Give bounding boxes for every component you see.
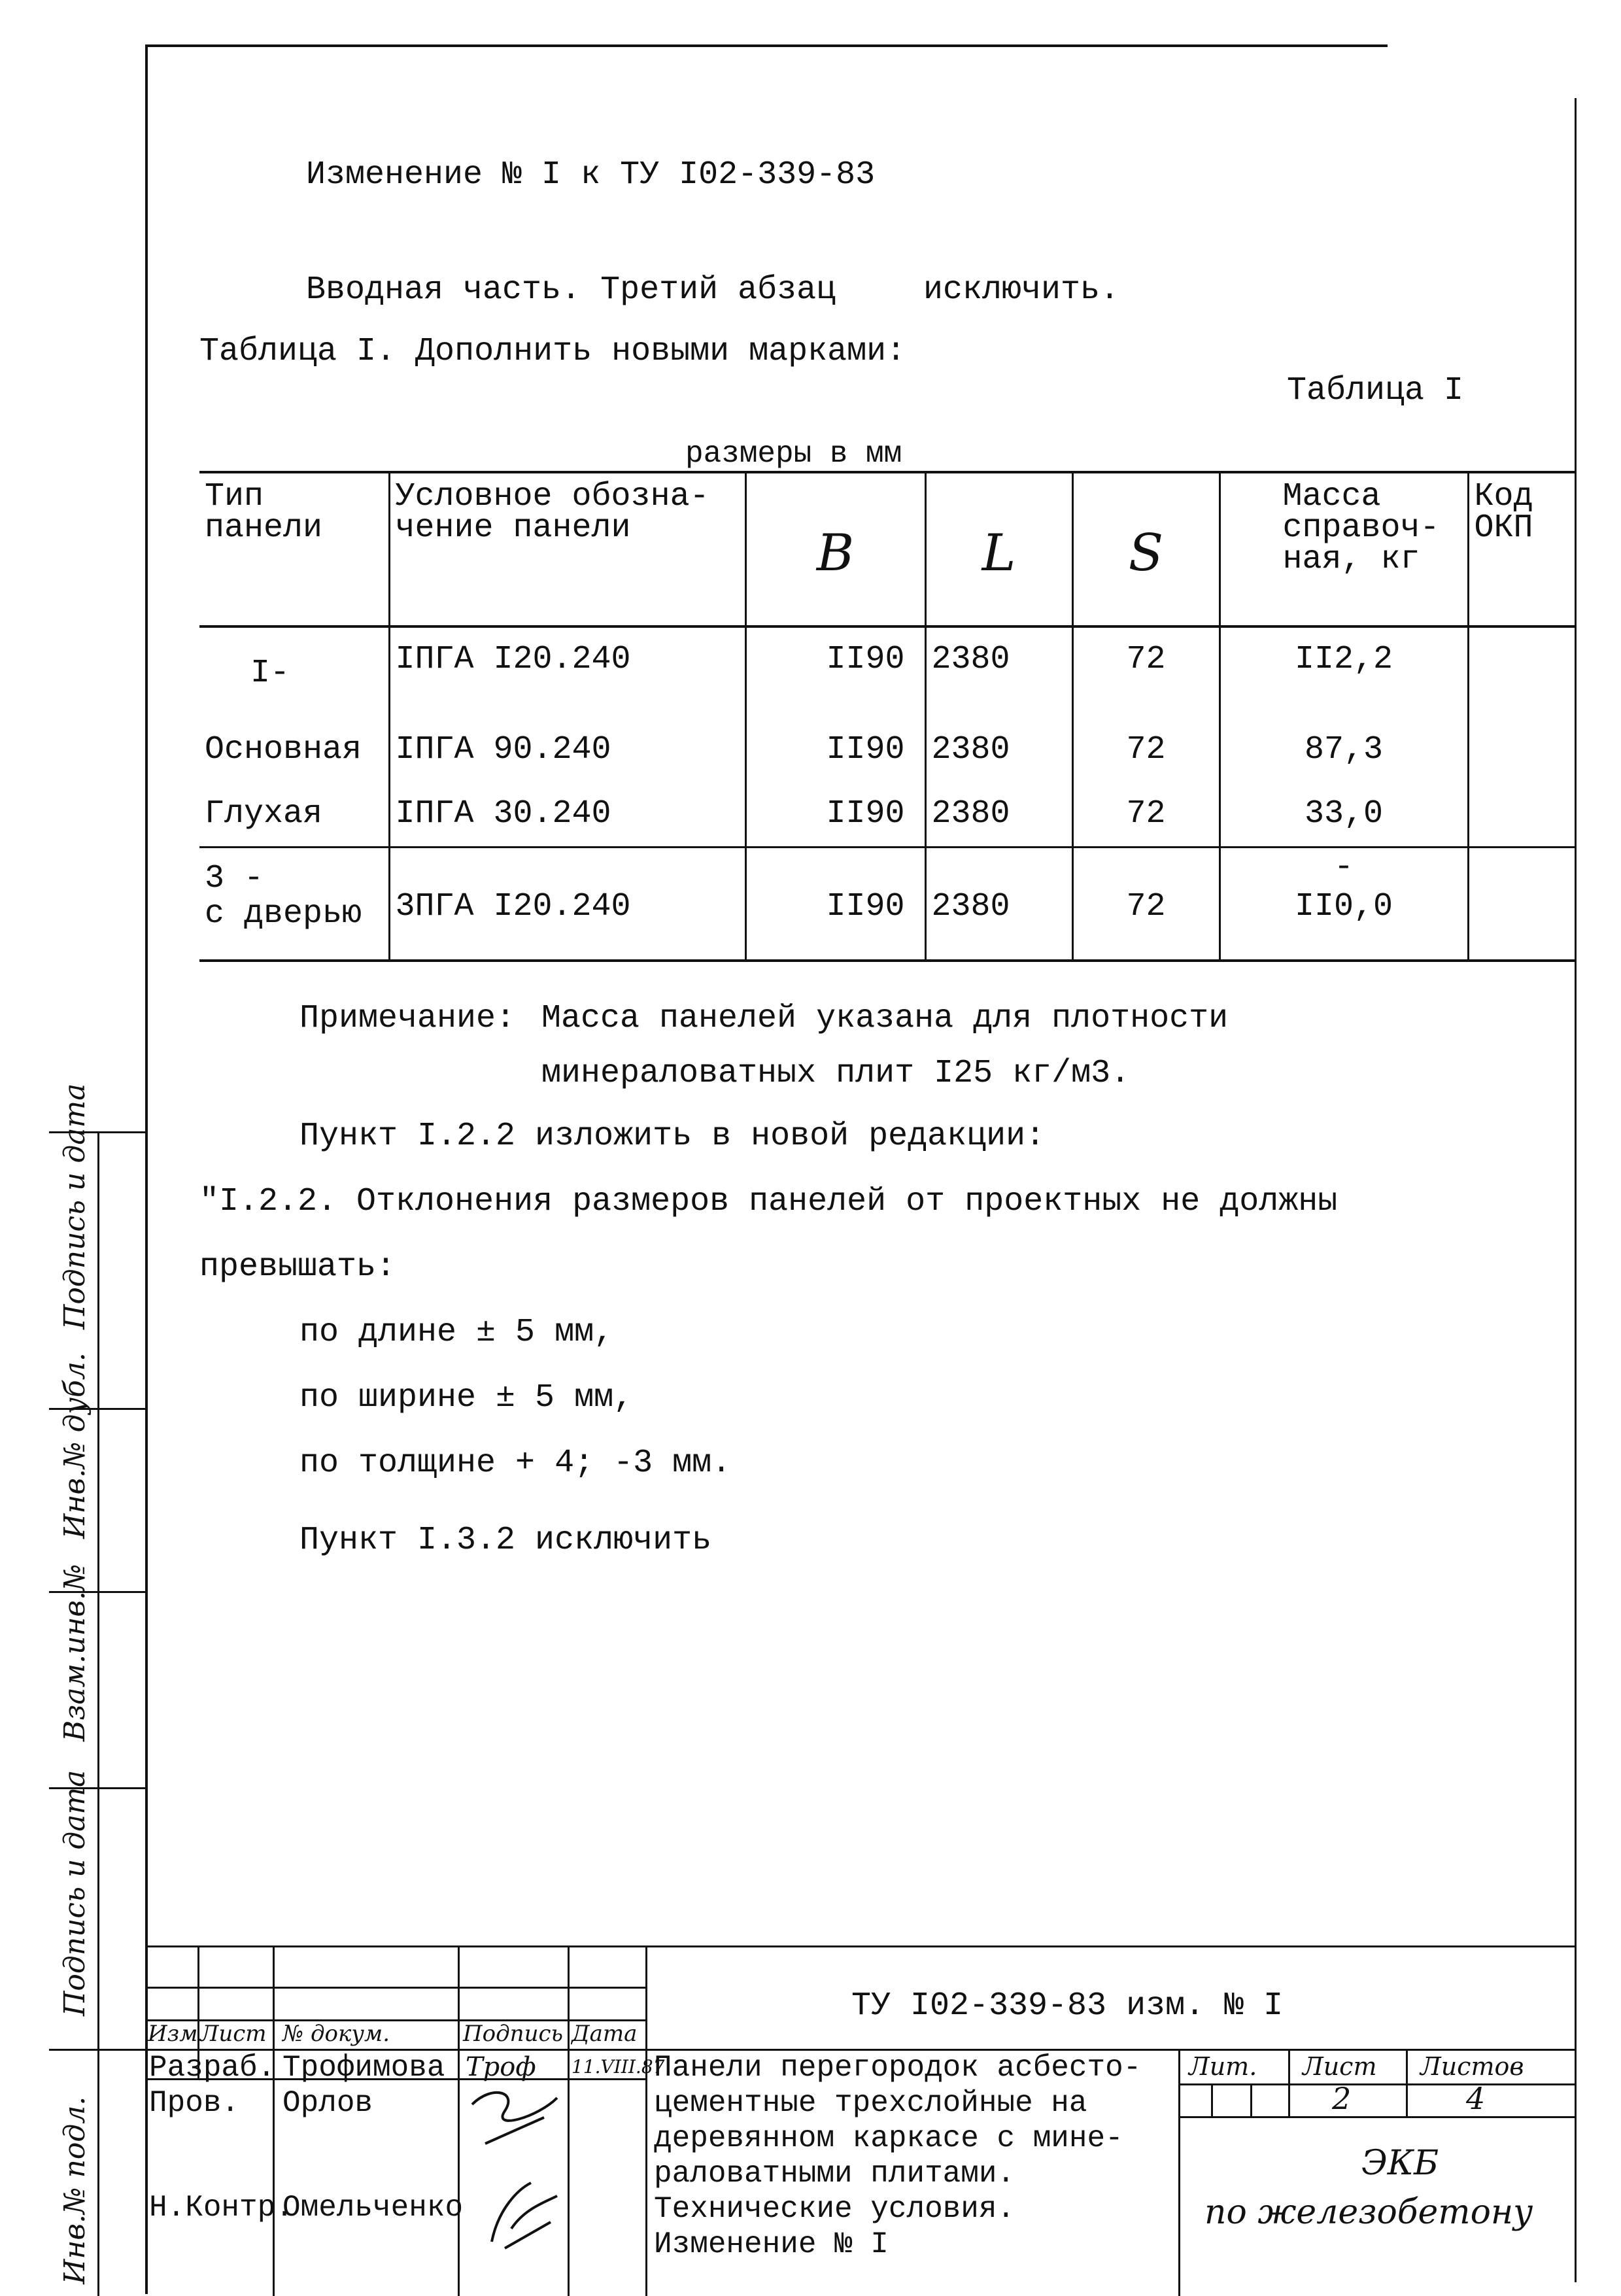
group1-label-cell [199, 626, 389, 718]
sheet-label: Лист [1303, 2052, 1377, 2081]
sheets-value: 4 [1466, 2081, 1486, 2116]
table-row [199, 626, 1576, 718]
row-l: 2380 [925, 782, 1072, 848]
group2-label-number: 3 - [205, 860, 264, 897]
row-b: II90 [745, 718, 925, 782]
row-b: II90 [745, 848, 925, 961]
note-line-1: Масса панелей указана для плотности [541, 1000, 1229, 1037]
signature-checker-icon [466, 2078, 564, 2150]
tb-vline-5 [645, 1947, 647, 2296]
tb-hline-1 [145, 1987, 645, 1989]
col-sign: Подпись [463, 2021, 564, 2047]
side-stamp-orig-inv: Инв.№ подл. [58, 2096, 92, 2284]
desc-line-5: Технические условия. [654, 2192, 1015, 2226]
tb-vline-3 [458, 1947, 460, 2296]
tb-vline-4 [568, 1947, 570, 2296]
signature-developer: Троф [466, 2052, 536, 2082]
org-name-line-1: ЭКБ [1361, 2144, 1439, 2183]
row-s: 72 [1072, 718, 1220, 782]
row-l: 2380 [925, 848, 1072, 961]
header-b: B [745, 472, 925, 626]
row-mass: II2,2 [1220, 626, 1468, 718]
side-sep-4 [49, 2049, 145, 2051]
desc-line-3: деревянном каркасе с мине- [654, 2121, 1123, 2155]
paragraph-1: Пункт I.2.2 изложить в новой редакции: [299, 1118, 1046, 1155]
row-designation: 3ПГА I20.240 [389, 848, 745, 961]
header-type: Тип панели [199, 472, 389, 626]
row-designation: IПГА 30.240 [389, 782, 745, 848]
row-okp [1468, 718, 1576, 782]
row-mass: 87,3 [1220, 718, 1468, 782]
name-norm-control: Омельченко [282, 2191, 464, 2225]
row-s: 72 [1072, 848, 1220, 961]
table-row [199, 718, 1576, 782]
row-l: 2380 [925, 718, 1072, 782]
col-doc: № докум. [282, 2021, 390, 2047]
title-block [145, 1945, 1576, 2296]
paragraph-3: превышать: [199, 1248, 396, 1286]
row-mass-dash: - [1333, 849, 1354, 886]
lit-label: Лит. [1189, 2052, 1257, 2081]
header-okp: Код ОКП [1468, 472, 1576, 626]
role-checker: Пров. [149, 2086, 240, 2120]
tb-right-vline-1 [1178, 2049, 1180, 2296]
paragraph-2: "I.2.2. Отклонения размеров панелей от проектных не должны [199, 1183, 1338, 1220]
col-izm: Изм [148, 2021, 198, 2047]
header-s: S [1072, 472, 1220, 626]
name-developer: Трофимова [282, 2051, 445, 2085]
sheets-label: Листов [1420, 2052, 1524, 2081]
row-okp [1468, 848, 1576, 961]
table-row [199, 782, 1576, 848]
side-stamp-sign-date-1: Подпись и дата [58, 1083, 92, 1329]
paragraph-4: по длине ± 5 мм, [299, 1314, 614, 1351]
side-stamp-replace-inv: Взам.инв.№ [58, 1564, 92, 1741]
sheet-value: 2 [1332, 2081, 1352, 2116]
tb-right-vline-4 [1211, 2083, 1213, 2117]
side-stamp-sign-date-2: Подпись и дата [58, 1770, 92, 2016]
row-mass: 33,0 [1220, 782, 1468, 848]
units-note: размеры в мм [685, 437, 902, 471]
row-s: 72 [1072, 626, 1220, 718]
paragraph-7: Пункт I.3.2 исключить [299, 1522, 712, 1559]
group2-label-cell [199, 848, 389, 961]
paragraph-6: по толщине + 4; -3 мм. [299, 1445, 732, 1482]
document-title: Изменение № I к ТУ I02-339-83 [306, 156, 876, 194]
paragraph-5: по ширине ± 5 мм, [299, 1379, 634, 1416]
group1-label-number: I- [250, 655, 290, 692]
name-checker: Орлов [282, 2086, 373, 2120]
row-okp [1468, 626, 1576, 718]
tb-right-hline-2 [1178, 2116, 1576, 2118]
tb-right-vline-5 [1250, 2083, 1252, 2117]
row-b: II90 [745, 782, 925, 848]
side-column-divider [97, 1133, 99, 2296]
row-mass: II0,0 [1294, 888, 1393, 925]
intro-line-1a: Вводная часть. Третий абзац [306, 271, 836, 309]
desc-line-1: Панели перегородок асбесто- [654, 2051, 1142, 2085]
panel-table [199, 471, 1576, 962]
note-label: Примечание: [299, 1000, 516, 1037]
row-s: 72 [1072, 782, 1220, 848]
role-norm-control: Н.Контр. [149, 2191, 294, 2225]
header-mass: Масса справоч- ная, кг [1220, 472, 1468, 626]
frame-top-line [145, 44, 1388, 47]
side-stamp-column [49, 1083, 145, 2296]
row-designation: IПГА 90.240 [389, 718, 745, 782]
header-designation: Условное обозна- чение панели [389, 472, 745, 626]
role-developer: Разраб. [149, 2051, 276, 2085]
row-okp [1468, 782, 1576, 848]
table-row [199, 848, 1576, 961]
tb-vline-2 [273, 1947, 275, 2296]
intro-line-1b: исключить. [923, 271, 1120, 309]
row-mass-cell [1220, 848, 1468, 961]
row-l: 2380 [925, 626, 1072, 718]
org-name-line-2: по железобетону [1204, 2193, 1533, 2232]
note-line-2: минераловатных плит I25 кг/м3. [541, 1055, 1131, 1092]
date-developer: 11.VIII.87 [572, 2056, 665, 2078]
tb-right-hline-1 [1178, 2083, 1576, 2085]
col-list: Лист [200, 2021, 267, 2047]
side-stamp-dupl-inv: Инв.№ дубл. [58, 1352, 92, 1539]
signature-norm-control-icon [479, 2170, 564, 2255]
row-b: II90 [745, 626, 925, 718]
desc-line-6: Изменение № I [654, 2227, 889, 2261]
group2-label-door: с дверью [205, 895, 362, 933]
group1-label-blind: Глухая [199, 782, 389, 848]
desc-line-4: раловатными плитами. [654, 2157, 1015, 2191]
col-date: Дата [572, 2021, 638, 2047]
group1-label-main: Основная [205, 731, 362, 768]
desc-line-2: цементные трехслойные на [654, 2086, 1087, 2120]
row-designation: IПГА I20.240 [389, 626, 745, 718]
title-block-code: ТУ I02-339-83 изм. № I [851, 1987, 1284, 2025]
table-caption: Таблица I [1287, 372, 1464, 409]
header-l: L [925, 472, 1072, 626]
intro-line-2: Таблица I. Дополнить новыми марками: [199, 333, 906, 370]
